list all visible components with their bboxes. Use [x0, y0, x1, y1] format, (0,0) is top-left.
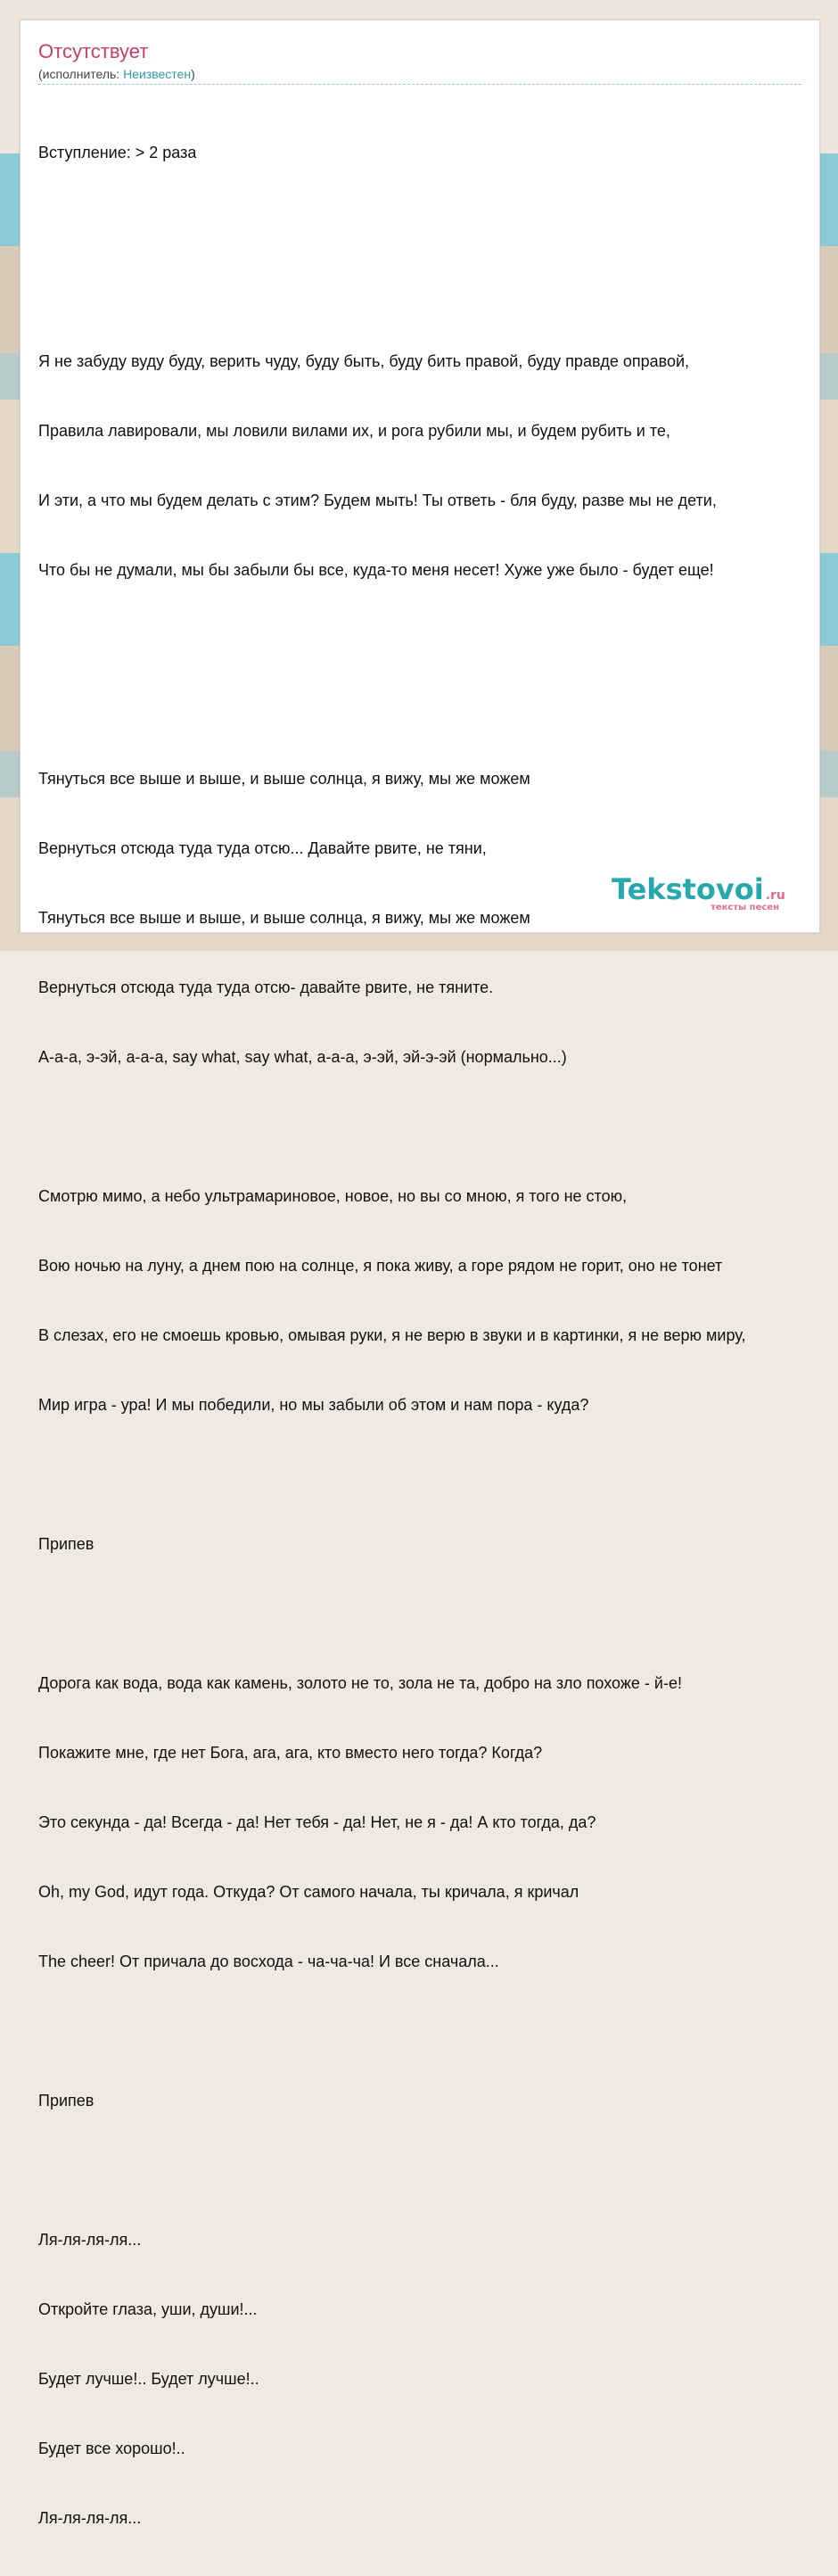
lyric-line: Ля-ля-ля-ля...	[38, 2509, 142, 2527]
lyric-line	[38, 698, 823, 721]
lyric-line	[38, 280, 823, 303]
lyric-line: Вернуться отсюда туда туда отсю- давайте рвите, не тяните.	[38, 978, 494, 996]
lyric-line: Тянуться все выше и выше, и выше солнца, я вижу, мы же можем	[38, 909, 530, 927]
lyric-line: Правила лавировали, мы ловили вилами их, и рога рубили мы, и будем рубить и те,	[38, 422, 670, 440]
lyric-line: The cheer! От причала до восхода - ча-ча-ча! И все сначала...	[38, 1953, 499, 1970]
performer-line	[38, 66, 195, 82]
logo-name: Tekstovoi	[612, 872, 764, 906]
lyric-line: Дорога как вода, вода как камень, золото не то, зола не та, добро на зло похоже - й-е!	[38, 1674, 682, 1692]
lyric-line: И эти, а что мы будем делать с этим? Будем мыть! Ты ответь - бля буду, разве мы не дети,	[38, 491, 717, 509]
lyric-line: Вернуться отсюда туда туда отсю... Давайте рвите, не тяни,	[38, 839, 487, 857]
lyric-line: Смотрю мимо, а небо ультрамариновое, новое, но вы со мною, я того не стою,	[38, 1187, 628, 1205]
lyric-line: Откройте глаза, уши, души!...	[38, 2300, 258, 2318]
lyric-line: Вою ночью на луну, а днем пою на солнце, я пока живу, а горе рядом не горит, оно не тонет	[38, 1257, 723, 1275]
lyric-line	[38, 1115, 823, 1138]
site-logo[interactable]	[612, 872, 799, 915]
lyric-line: Oh, my God, идут года. Откуда? От самого начала, ты кричала, я кричал	[38, 1883, 579, 1901]
lyric-line	[38, 1463, 823, 1486]
song-title: Отсутствует	[38, 40, 149, 62]
lyric-line: Покажите мне, где нет Бога, ага, ага, кто вместо него тогда? Когда?	[38, 1744, 543, 1762]
lyric-line	[38, 628, 823, 651]
lyric-line: Мир игра - ура! И мы победили, но мы забыли об этом и нам пора - куда?	[38, 1396, 589, 1414]
lyric-line: В слезах, его не смоешь кровью, омывая руки, я не верю в звуки и в картинки, я не верю миру,	[38, 1326, 746, 1344]
lyrics-text	[38, 95, 823, 2576]
lyric-line: Тянуться все выше и выше, и выше солнца, я вижу, мы же можем	[38, 770, 530, 788]
logo-tld: .ru	[765, 888, 785, 903]
logo-tagline: тексты песен	[711, 903, 779, 912]
performer-prefix: (исполнитель:	[38, 67, 124, 81]
lyric-line	[38, 2019, 823, 2043]
lyric-line: А-а-а, э-эй, а-а-а, say what, say what, а-а-а, э-эй, эй-э-эй (нормально...)	[38, 1048, 567, 1066]
lyric-line	[38, 1602, 823, 1625]
title-divider	[38, 84, 801, 85]
artist-link[interactable]: Неизвестен	[123, 67, 192, 81]
lyric-line: Будет лучше!.. Будет лучше!..	[38, 2370, 259, 2388]
lyric-line	[38, 2159, 823, 2182]
lyric-line: Что бы не думали, мы бы забыли бы все, куда-то меня несет! Хуже уже было - будет еще!	[38, 561, 714, 579]
lyric-line: Это секунда - да! Всегда - да! Нет тебя - да! Нет, не я - да! А кто тогда, да?	[38, 1813, 596, 1831]
lyric-line: Я не забуду вуду буду, верить чуду, буду быть, буду бить правой, буду правде оправой,	[38, 352, 690, 370]
lyric-line: Припев	[38, 1535, 94, 1553]
lyric-line: Будет все хорошо!..	[38, 2440, 185, 2457]
lyric-line: Вступление: > 2 раза	[38, 144, 197, 161]
lyric-line: Ля-ля-ля-ля...	[38, 2231, 142, 2249]
lyrics-card	[20, 20, 820, 2527]
lyric-line	[38, 211, 823, 234]
performer-suffix: )	[191, 67, 195, 81]
lyric-line: Припев	[38, 2092, 94, 2110]
